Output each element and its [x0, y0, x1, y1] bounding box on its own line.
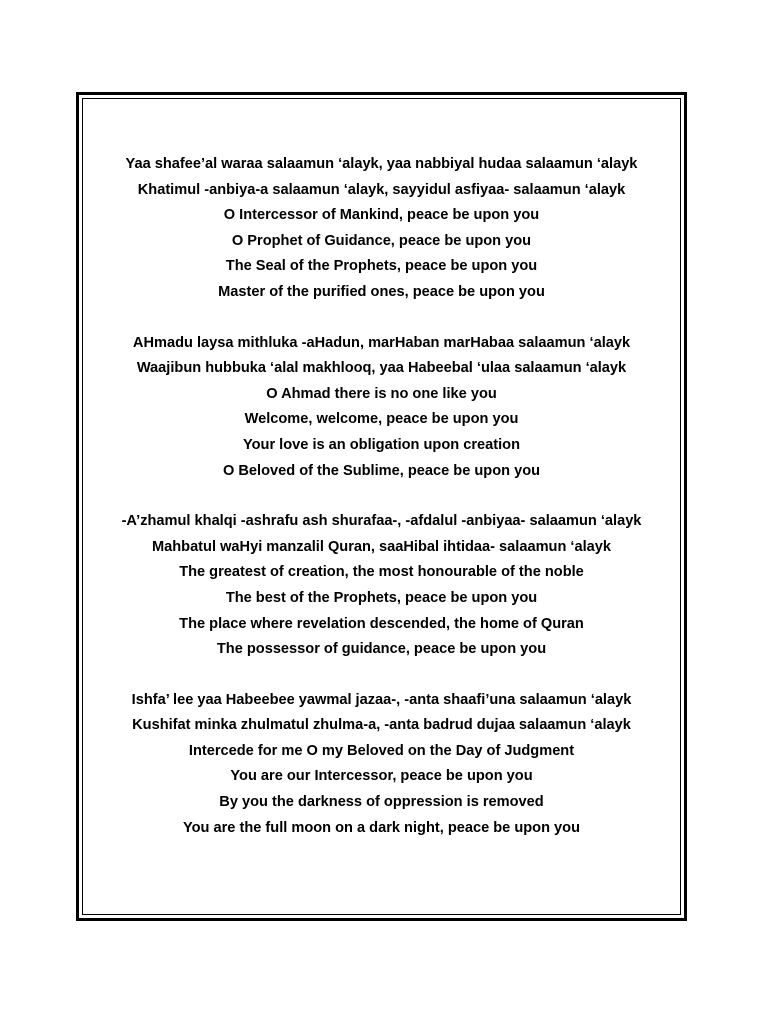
stanza-line: Welcome, welcome, peace be upon you: [244, 411, 519, 428]
stanza-line: Intercede for me O my Beloved on the Day of Judgment: [188, 742, 575, 759]
poem-body: [79, 152, 684, 866]
stanza-line: You are the full moon on a dark night, peace be upon you: [182, 819, 581, 836]
stanza-1: [79, 152, 684, 306]
stanza-line: Mahbatul waHyi manzalil Quran, saaHibal ihtidaa- salaamun ‘alayk: [151, 538, 612, 555]
stanza-line: Ishfa’ lee yaa Habeebee yawmal jazaa-, -anta shaafi’una salaamun ‘alayk: [131, 691, 632, 708]
stanza-line: The best of the Prophets, peace be upon you: [225, 589, 538, 606]
stanza-line: O Beloved of the Sublime, peace be upon you: [222, 462, 541, 479]
stanza-line: AHmadu laysa mithluka -aHadun, marHaban marHabaa salaamun ‘alayk: [132, 334, 631, 351]
stanza-line: Master of the purified ones, peace be upon you: [218, 283, 545, 300]
stanza-line: You are our Intercessor, peace be upon you: [230, 768, 533, 785]
stanza-3: [79, 509, 684, 663]
stanza-line: Your love is an obligation upon creation: [242, 436, 521, 453]
stanza-4: [79, 688, 684, 842]
stanza-line: The greatest of creation, the most honourable of the noble: [179, 564, 584, 581]
stanza-line: The place where revelation descended, the home of Quran: [179, 615, 584, 632]
stanza-line: Kushifat minka zhulmatul zhulma-a, -anta badrud dujaa salaamun ‘alayk: [132, 717, 631, 734]
stanza-line: The Seal of the Prophets, peace be upon you: [225, 258, 538, 275]
stanza-line: By you the darkness of oppression is removed: [219, 794, 544, 811]
page-border-outer: [76, 92, 687, 921]
stanza-line: O Ahmad there is no one like you: [266, 385, 497, 402]
stanza-2: [79, 331, 684, 485]
stanza-line: O Intercessor of Mankind, peace be upon you: [223, 207, 540, 224]
stanza-line: O Prophet of Guidance, peace be upon you: [231, 232, 532, 249]
stanza-line: Yaa shafee’al waraa salaamun ‘alayk, yaa nabbiyal hudaa salaamun ‘alayk: [125, 156, 638, 172]
stanza-line: Waajibun hubbuka ‘alal makhlooq, yaa Habeebal ‘ulaa salaamun ‘alayk: [136, 360, 627, 377]
stanza-line: -A’zhamul khalqi -ashrafu ash shurafaa-, -afdalul -anbiyaa- salaamun ‘alayk: [121, 513, 642, 530]
stanza-line: Khatimul -anbiya-a salaamun ‘alayk, sayyidul asfiyaa- salaamun ‘alayk: [137, 181, 626, 198]
stanza-line: The possessor of guidance, peace be upon you: [216, 641, 547, 658]
